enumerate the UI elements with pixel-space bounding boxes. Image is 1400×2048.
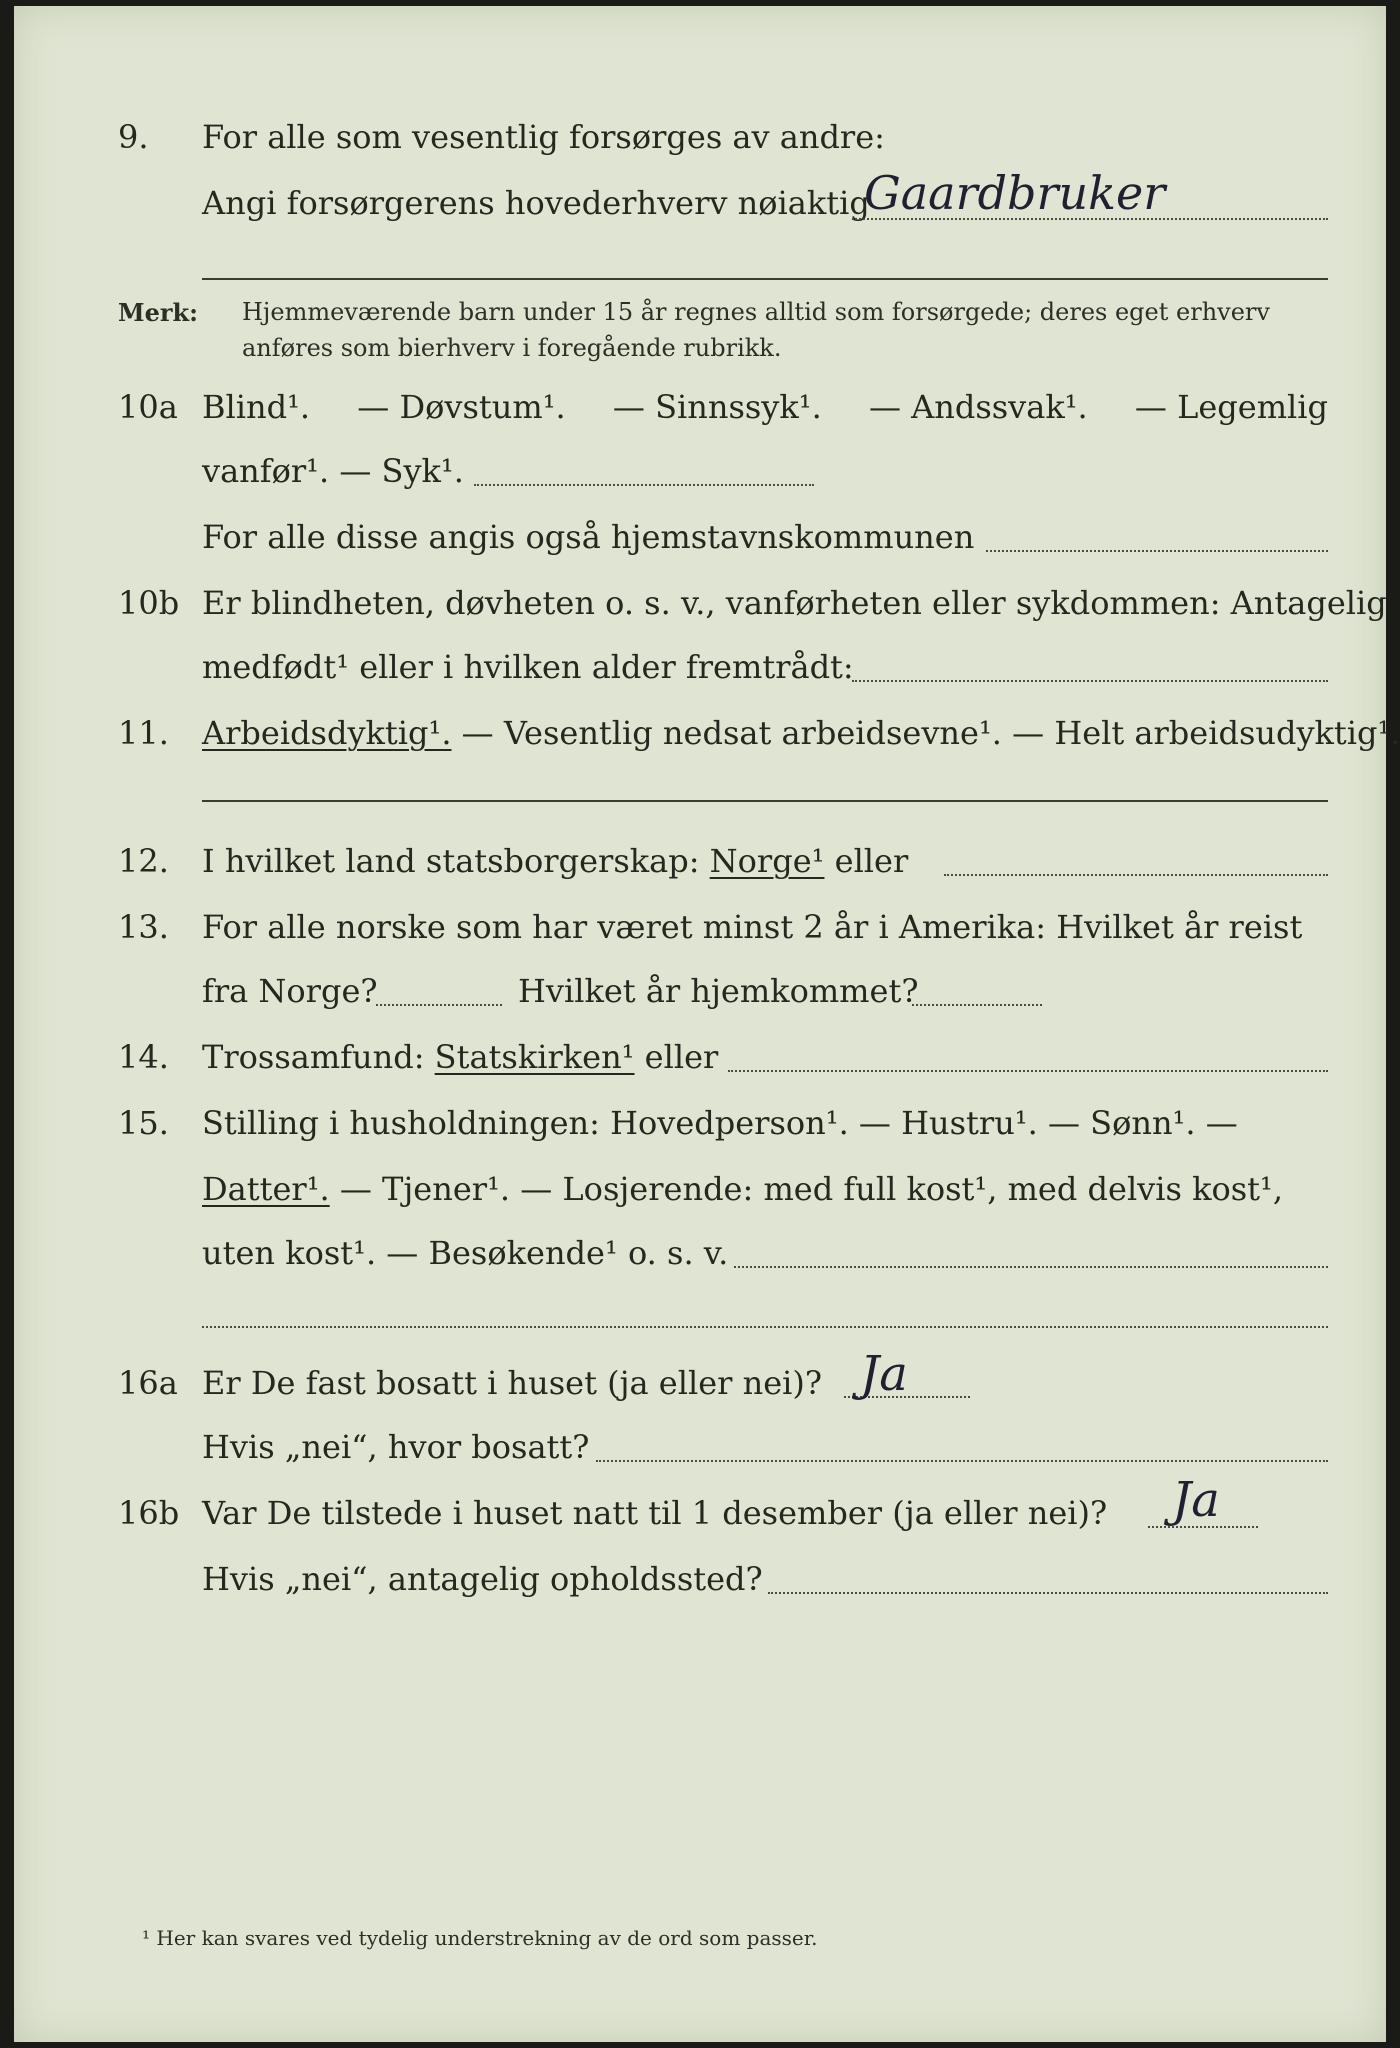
q15-opt-datter: Datter¹. bbox=[202, 1170, 330, 1208]
q16b-line1: Var De tilstede i huset natt til 1 desember (ja eller nei)? bbox=[202, 1494, 1108, 1532]
q14-answer-line bbox=[728, 1070, 1328, 1072]
note-label: Merk: bbox=[118, 298, 198, 327]
q16a-handwritten-answer: Ja bbox=[860, 1346, 908, 1402]
q16a-bosatt-line bbox=[596, 1460, 1328, 1462]
q15-number: 15. bbox=[118, 1104, 169, 1142]
q10b-answer-line bbox=[852, 680, 1328, 682]
q16a-line1: Er De fast bosatt i huset (ja eller nei)? bbox=[202, 1364, 823, 1402]
q16b-handwritten-answer: Ja bbox=[1172, 1472, 1220, 1528]
q10a-opt-blind: Blind¹. bbox=[202, 388, 311, 426]
q10a-line1 bbox=[202, 388, 1328, 426]
q16a-number: 16a bbox=[118, 1364, 178, 1402]
q16b-number: 16b bbox=[118, 1494, 180, 1532]
q11-extra-line bbox=[202, 800, 1328, 802]
q10a-syk-line bbox=[474, 484, 814, 486]
q13-hjemkommet-line bbox=[912, 1004, 1042, 1006]
q11-line1 bbox=[202, 714, 1400, 752]
q12-opt-eller: eller bbox=[834, 842, 909, 880]
q9-handwritten-answer: Gaardbruker bbox=[864, 166, 1166, 220]
q10a-opt-legemlig: — Legemlig bbox=[1134, 388, 1328, 426]
q16b-line2: Hvis „nei“, antagelig opholdssted? bbox=[202, 1560, 763, 1598]
q15-line2-rest: — Tjener¹. — Losjerende: med full kost¹, med delvis kost¹, bbox=[339, 1170, 1284, 1208]
q12-number: 12. bbox=[118, 842, 169, 880]
q11-opt-rest: — Vesentlig nedsat arbeidsevne¹. — Helt arbeidsudyktig¹. bbox=[461, 714, 1400, 752]
q9-extra-line bbox=[202, 278, 1328, 280]
q12-line bbox=[202, 842, 908, 880]
q10b-line1: Er blindheten, døvheten o. s. v., vanførheten eller sykdommen: Antagelig bbox=[202, 584, 1387, 622]
q15-line3: uten kost¹. — Besøkende¹ o. s. v. bbox=[202, 1234, 729, 1272]
q10a-opt-sinnssyk: — Sinnssyk¹. bbox=[612, 388, 822, 426]
q10b-number: 10b bbox=[118, 584, 180, 622]
q13-reist-line bbox=[376, 1004, 502, 1006]
q11-opt-arbeidsdyktig: Arbeidsdyktig¹. bbox=[202, 714, 452, 752]
q15-answer-line bbox=[734, 1266, 1328, 1268]
q14-opt-statskirken: Statskirken¹ bbox=[434, 1038, 635, 1076]
q13-number: 13. bbox=[118, 908, 169, 946]
q14-label: Trossamfund: bbox=[202, 1038, 425, 1076]
q9-line2-label: Angi forsørgerens hovederhverv nøiaktig bbox=[202, 184, 870, 222]
q9-number: 9. bbox=[118, 118, 149, 156]
q14-number: 14. bbox=[118, 1038, 169, 1076]
q10a-hjemstavn-line bbox=[986, 550, 1328, 552]
census-form-page bbox=[14, 6, 1400, 2042]
q15-line2 bbox=[202, 1170, 1283, 1208]
q12-opt-norge: Norge¹ bbox=[709, 842, 825, 880]
q15-line1: Stilling i husholdningen: Hovedperson¹. — Hustru¹. — Sønn¹. — bbox=[202, 1104, 1238, 1142]
q13-line1: For alle norske som har været minst 2 år i Amerika: Hvilket år reist bbox=[202, 908, 1303, 946]
q14-line bbox=[202, 1038, 718, 1076]
note-line1: Hjemmeværende barn under 15 år regnes alltid som forsørgede; deres eget erhverv bbox=[242, 298, 1270, 326]
q10a-opt-dovstum: — Døvstum¹. bbox=[357, 388, 566, 426]
q10a-line2: vanfør¹. — Syk¹. bbox=[202, 452, 464, 490]
note-line2: anføres som bierhverv i foregående rubrikk. bbox=[242, 334, 782, 362]
q16a-line2: Hvis „nei“, hvor bosatt? bbox=[202, 1428, 590, 1466]
q10b-line2: medfødt¹ eller i hvilken alder fremtrådt: bbox=[202, 648, 854, 686]
q13-line2b: Hvilket år hjemkommet? bbox=[518, 972, 919, 1010]
footnote: ¹ Her kan svares ved tydelig understrekning av de ord som passer. bbox=[142, 1926, 818, 1950]
q15-extra-line bbox=[202, 1326, 1328, 1328]
q16b-opholdssted-line bbox=[768, 1592, 1328, 1594]
q12-answer-line bbox=[944, 874, 1328, 876]
q12-label: I hvilket land statsborgerskap: bbox=[202, 842, 700, 880]
q13-line2a: fra Norge? bbox=[202, 972, 378, 1010]
q10a-line3: For alle disse angis også hjemstavnskommunen bbox=[202, 518, 975, 556]
q9-line1: For alle som vesentlig forsørges av andre: bbox=[202, 118, 885, 156]
q11-number: 11. bbox=[118, 714, 169, 752]
q14-opt-eller: eller bbox=[644, 1038, 719, 1076]
q10a-number: 10a bbox=[118, 388, 178, 426]
q10a-opt-andssvak: — Andssvak¹. bbox=[868, 388, 1088, 426]
